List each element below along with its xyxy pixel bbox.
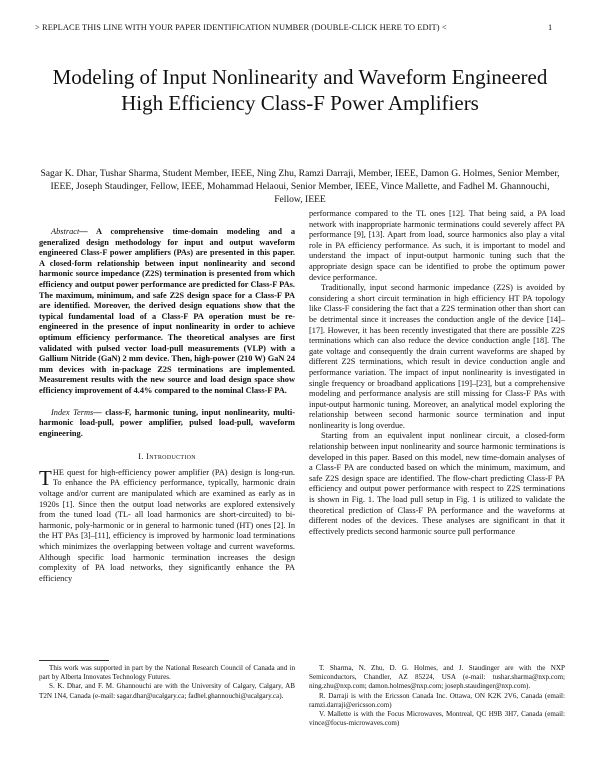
index-terms-text: — class-F, harmonic tuning, input nonlinearity, multi-harmonic load-pull, power amplifier, pulsed load-pull, waveform engineering. <box>39 407 295 438</box>
running-header: > REPLACE THIS LINE WITH YOUR PAPER IDENTIFICATION NUMBER (DOUBLE-CLICK HERE TO EDIT) < <box>35 23 447 32</box>
intro-paragraph-text: HE quest for high-efficiency power amplifier (PA) design is long-run. To enhance the PA efficiency performance, typically, harmonic drain voltage and/or current are manipulated which are examined as early as in 1920s [1]. Since then the output load networks are explored extensively from the tuned load (TL- all load harmonics are short-circuited) to bi-harmonic, poly-harmonic or in general to harmonic tuned (HT) ones [2]. In the HT PAs [3]–[11], efficiency is improved by harmonic load terminations which minimizes the overlapping between voltage and current waveforms. Although specific load harmonic termination increases the design complexity of PA load networks, they significantly enhance the PA efficiency <box>39 467 295 583</box>
footnote-affiliation-focus: V. Mallette is with the Focus Microwaves, Montreal, QC H9B 3H7, Canada (email: vince@focus-microwaves.com) <box>309 710 565 728</box>
author-list: Sagar K. Dhar, Tushar Sharma, Student Member, IEEE, Ning Zhu, Ramzi Darraji, Member, IEEE, Damon G. Holmes, Senior Member, IEEE, Joseph Staudinger, Fellow, IEEE, Mohammad Helaoui, Senior Member, IEEE, Vince Mallette, and Fadhel M. Ghannouchi, Fellow, IEEE <box>40 168 560 205</box>
index-terms <box>39 408 295 440</box>
footnote-affiliation-nxp: T. Sharma, N. Zhu, D. G. Holmes, and J. Staudinger are with the NXP Semiconductors, Chandler, AZ 85224, USA (e-mail: tushar.sharma@nxp.com; ning.zhu@nxp.com; damon.holmes@nxp.com; joseph.staudinger@nxp.com). <box>309 664 565 691</box>
footnotes-right <box>309 664 565 728</box>
intro-paragraph-continued: performance compared to the TL ones [12]. That being said, a PA load network with inappropriate harmonic terminations could severely affect PA performance [9], [13]. Apart from load, source harmonics also play a vital role in PA efficiency performance. As such, it is important to model and understand the impact of input-output harmonic tuning such that the appropriate design space can be identified to probe the optimum power device performance. <box>309 209 565 282</box>
left-column <box>39 227 295 584</box>
paper-title: Modeling of Input Nonlinearity and Waveform Engineered High Efficiency Class-F Power Amplifiers <box>52 65 548 115</box>
section-heading-introduction: I. Introduction <box>138 451 196 462</box>
abstract <box>39 227 295 397</box>
page-number: 1 <box>548 23 553 32</box>
footnote-rule <box>39 660 109 661</box>
abstract-lead: Abstract <box>51 227 80 236</box>
footnote-affiliation-calgary: S. K. Dhar, and F. M. Ghannouchi are with the University of Calgary, Calgary, AB T2N 1N4, Canada (e-mail: sagar.dhar@ucalgary.ca; fadhel.ghannouchi@ucalgary.ca). <box>39 682 295 700</box>
footnotes-left <box>39 664 295 701</box>
paragraph-model-overview: Starting from an equivalent input nonlinear circuit, a closed-form relationship between input nonlinearity and source harmonic terminations is developed in this paper. Based on this model, new time-domain analyses of a Class-F PA are conducted based on which the minimum, maximum, and safe Z2S design space are identified. The flow-chart predicting Class-F PA efficiency and output power performance with respect to Z2S terminations is shown in Fig. 1. The load pull setup in Fig. 1 is utilized to validate the theoretical prediction of Class-F PA performance and the waveforms at different nodes of the devices. These analyses are significant in that it effectively predicts second harmonic source pull performance <box>309 431 565 536</box>
footnote-affiliation-ericsson: R. Darraji is with the Ericsson Canada Inc. Ottawa, ON K2K 2V6, Canada (email: ramzi.darraji@ericsson.com) <box>309 691 565 709</box>
drop-cap: T <box>39 465 52 490</box>
abstract-text: — A comprehensive time-domain modeling and a generalized design methodology for input and output waveform engineered Class-F power amplifiers (PAs) are presented in this paper. A closed-form relationship between input nonlinearity and second harmonic source impedance (Z2S) termination is presented from which efficiency and output power performance are predicted for Class-F PAs. The maximum, minimum, and safe Z2S design space for a Class-F PA are identified. Moreover, the derived design equations show that the typical fundamental load of a Class-F PA operation must be re-engineered in the presence of input nonlinearity in order to achieve optimum efficiency performance. The theoretical analyses are first validated with pulsed vector load-pull measurements (VLP) with a Gallium Nitride (GaN) 2 mm device. Then, high-power (210 W) GaN 24 mm devices with in-package Z2S terminations are implemented. Measurement results with the new source and load design space show efficiency improvement of 4.4% compared to the nominal Class-F PA. <box>39 227 295 395</box>
intro-paragraph <box>39 465 295 585</box>
paragraph-z2s-background: Traditionally, input second harmonic impedance (Z2S) is avoided by considering a short circuit termination in high efficiency HT PA topology like Class-F considering the fact that a Z2S termination other than short can be detrimental since it increases the conduction angle of the device [14]–[17]. However, it has been recently investigated that there are possible Z2S terminations which can also reduce the device conduction angle [18]. The gate voltage and consequently the drain current waveforms are shaped by different Z2S terminations, which result in device conduction angle and performance variation. The impact of input nonlinearity is investigated in single frequency or broadband applications [19]–[23], but a comprehensive modeling and performance analysis are still missing for Class-F PAs with input-output harmonic tuning. Moreover, an analytical model exploring the relationship between second harmonic source termination and input nonlinearity is long overdue. <box>309 283 565 430</box>
index-terms-lead: Index Terms <box>51 407 94 417</box>
footnote-funding: This work was supported in part by the National Research Council of Canada and in part by Alberta Innovates Technology Futures. <box>39 664 295 682</box>
right-column <box>309 209 565 537</box>
